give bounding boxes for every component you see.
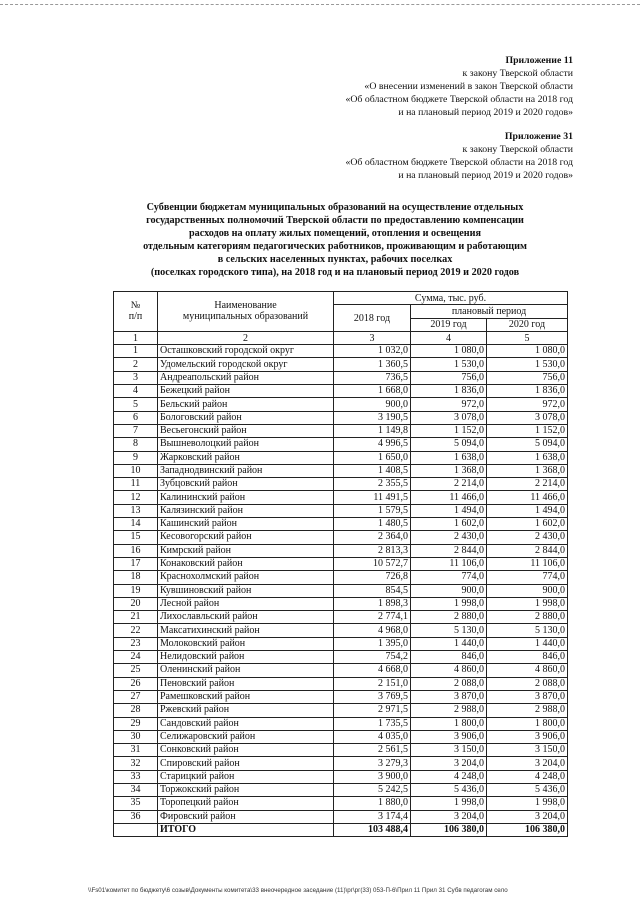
- value-2020-cell: 1 638,0: [487, 451, 568, 464]
- value-2019-cell: 972,0: [411, 398, 487, 411]
- row-number-cell: 3: [114, 371, 158, 384]
- row-number-cell: 11: [114, 478, 158, 491]
- table-body: [114, 345, 568, 824]
- value-2020-cell: 3 204,0: [487, 757, 568, 770]
- row-number-cell: 12: [114, 491, 158, 504]
- municipality-name-cell: Селижаровский район: [158, 730, 334, 743]
- column-header-sum: Сумма, тыс. руб.: [334, 292, 568, 305]
- value-2020-cell: 1 530,0: [487, 358, 568, 371]
- value-2018-cell: 3 190,5: [334, 411, 411, 424]
- value-2019-cell: 1 494,0: [411, 504, 487, 517]
- value-2019-cell: 4 860,0: [411, 664, 487, 677]
- total-2019: 106 380,0: [411, 823, 487, 836]
- value-2018-cell: 1 735,5: [334, 717, 411, 730]
- value-2020-cell: 2 088,0: [487, 677, 568, 690]
- row-number-cell: 8: [114, 438, 158, 451]
- value-2019-cell: 1 368,0: [411, 464, 487, 477]
- row-number-cell: 27: [114, 690, 158, 703]
- value-2020-cell: 11 106,0: [487, 557, 568, 570]
- value-2020-cell: 1 602,0: [487, 518, 568, 531]
- row-number-cell: 34: [114, 783, 158, 796]
- value-2018-cell: 1 668,0: [334, 385, 411, 398]
- value-2020-cell: 4 860,0: [487, 664, 568, 677]
- value-2018-cell: 5 242,5: [334, 783, 411, 796]
- value-2020-cell: 5 436,0: [487, 783, 568, 796]
- total-label: ИТОГО: [158, 823, 334, 836]
- value-2019-cell: 3 906,0: [411, 730, 487, 743]
- value-2018-cell: 2 813,3: [334, 544, 411, 557]
- value-2019-cell: 4 248,0: [411, 770, 487, 783]
- appendix-line: и на плановый период 2019 и 2020 годов»: [398, 170, 573, 181]
- value-2019-cell: 3 150,0: [411, 744, 487, 757]
- value-2019-cell: 5 130,0: [411, 624, 487, 637]
- value-2018-cell: 1 480,5: [334, 518, 411, 531]
- table-row: [114, 531, 568, 544]
- table-row: [114, 770, 568, 783]
- table-row: [114, 478, 568, 491]
- table-row: [114, 464, 568, 477]
- title-line: Субвенции бюджетам муниципальных образований на осуществление отдельных: [146, 202, 524, 213]
- appendix-line: «Об областном бюджете Тверской области на 2018 год: [345, 157, 573, 168]
- value-2020-cell: 1 998,0: [487, 597, 568, 610]
- total-2018: 103 488,4: [334, 823, 411, 836]
- table-row: [114, 651, 568, 664]
- row-number-cell: 19: [114, 584, 158, 597]
- title-line: государственных полномочий Тверской области по предоставлению компенсации: [146, 215, 524, 227]
- value-2020-cell: 3 204,0: [487, 810, 568, 823]
- value-2020-cell: 1 440,0: [487, 637, 568, 650]
- value-2018-cell: 4 668,0: [334, 664, 411, 677]
- municipality-name-cell: Оленинский район: [158, 664, 334, 677]
- municipality-name-cell: Бельский район: [158, 398, 334, 411]
- value-2019-cell: 1 998,0: [411, 797, 487, 810]
- value-2019-cell: 900,0: [411, 584, 487, 597]
- value-2018-cell: 1 360,5: [334, 358, 411, 371]
- value-2018-cell: 2 774,1: [334, 611, 411, 624]
- table-row: [114, 491, 568, 504]
- table-row: [114, 398, 568, 411]
- column-number-label: 5: [487, 331, 568, 344]
- municipality-name-cell: Спировский район: [158, 757, 334, 770]
- row-number-cell: 35: [114, 797, 158, 810]
- value-2019-cell: 1 836,0: [411, 385, 487, 398]
- value-2018-cell: 1 408,5: [334, 464, 411, 477]
- municipality-name-cell: Бежецкий район: [158, 385, 334, 398]
- value-2020-cell: 2 880,0: [487, 611, 568, 624]
- value-2020-cell: 2 988,0: [487, 704, 568, 717]
- table-row: [114, 797, 568, 810]
- table-row: [114, 584, 568, 597]
- value-2018-cell: 2 561,5: [334, 744, 411, 757]
- municipality-name-cell: Калининский район: [158, 491, 334, 504]
- row-number-cell: 24: [114, 651, 158, 664]
- table-row: [114, 371, 568, 384]
- table-row: [114, 385, 568, 398]
- row-number-cell: 6: [114, 411, 158, 424]
- value-2020-cell: 1 152,0: [487, 424, 568, 437]
- row-number-cell: 22: [114, 624, 158, 637]
- row-number-cell: 15: [114, 531, 158, 544]
- value-2018-cell: 4 035,0: [334, 730, 411, 743]
- value-2018-cell: 4 968,0: [334, 624, 411, 637]
- municipality-name-cell: Краснохолмский район: [158, 571, 334, 584]
- table-row: [114, 451, 568, 464]
- value-2019-cell: 1 530,0: [411, 358, 487, 371]
- table-row: [114, 358, 568, 371]
- value-2019-cell: 1 602,0: [411, 518, 487, 531]
- value-2020-cell: 1 836,0: [487, 385, 568, 398]
- value-2018-cell: 726,8: [334, 571, 411, 584]
- value-2018-cell: 2 364,0: [334, 531, 411, 544]
- value-2018-cell: 1 898,3: [334, 597, 411, 610]
- value-2020-cell: 2 214,0: [487, 478, 568, 491]
- value-2020-cell: 3 870,0: [487, 690, 568, 703]
- value-2020-cell: 1 080,0: [487, 345, 568, 358]
- value-2020-cell: 900,0: [487, 584, 568, 597]
- value-2019-cell: 3 204,0: [411, 757, 487, 770]
- municipality-name-cell: Конаковский район: [158, 557, 334, 570]
- row-number-cell: 10: [114, 464, 158, 477]
- table-row: [114, 504, 568, 517]
- row-number-cell: 30: [114, 730, 158, 743]
- row-number-cell: 20: [114, 597, 158, 610]
- row-number-cell: 25: [114, 664, 158, 677]
- table-row: [114, 424, 568, 437]
- row-number-cell: 26: [114, 677, 158, 690]
- row-number-cell: 18: [114, 571, 158, 584]
- value-2018-cell: 3 900,0: [334, 770, 411, 783]
- value-2018-cell: 3 769,5: [334, 690, 411, 703]
- document-title: [120, 201, 550, 280]
- row-number-cell: 21: [114, 611, 158, 624]
- row-number-cell: 31: [114, 744, 158, 757]
- municipality-name-cell: Весьегонский район: [158, 424, 334, 437]
- value-2020-cell: 1 494,0: [487, 504, 568, 517]
- municipality-name-cell: Осташковский городской округ: [158, 345, 334, 358]
- value-2018-cell: 3 279,3: [334, 757, 411, 770]
- value-2019-cell: 2 988,0: [411, 704, 487, 717]
- appendix-11-header: [345, 54, 573, 119]
- value-2018-cell: 1 032,0: [334, 345, 411, 358]
- row-number-cell: 17: [114, 557, 158, 570]
- column-header-2018: 2018 год: [334, 305, 411, 332]
- row-number-cell: 23: [114, 637, 158, 650]
- value-2018-cell: 900,0: [334, 398, 411, 411]
- value-2019-cell: 5 436,0: [411, 783, 487, 796]
- value-2019-cell: 1 998,0: [411, 597, 487, 610]
- footer-file-path: \\Fs01\комитет по бюджету\6 созыв\Документы комитета\33 внеочередное заседание (11)\рг\рг(33) 053-П-6\Прил 11 Прил 31 Субв педагогам село: [88, 887, 508, 894]
- value-2018-cell: 1 880,0: [334, 797, 411, 810]
- municipality-name-cell: Кувшиновский район: [158, 584, 334, 597]
- municipality-name-cell: Бологовский район: [158, 411, 334, 424]
- total-number-cell: [114, 823, 158, 836]
- municipality-name-cell: Сандовский район: [158, 717, 334, 730]
- appendix-line: к закону Тверской области: [462, 68, 573, 79]
- municipality-name-cell: Кашинский район: [158, 518, 334, 531]
- value-2018-cell: 736,5: [334, 371, 411, 384]
- municipality-name-cell: Кимрский район: [158, 544, 334, 557]
- row-number-cell: 32: [114, 757, 158, 770]
- value-2019-cell: 3 204,0: [411, 810, 487, 823]
- value-2020-cell: 3 078,0: [487, 411, 568, 424]
- table-row: [114, 438, 568, 451]
- value-2020-cell: 846,0: [487, 651, 568, 664]
- table-row: [114, 411, 568, 424]
- municipality-name-cell: Лихославльский район: [158, 611, 334, 624]
- row-number-cell: 2: [114, 358, 158, 371]
- value-2020-cell: 972,0: [487, 398, 568, 411]
- table-row: [114, 518, 568, 531]
- value-2019-cell: 2 880,0: [411, 611, 487, 624]
- column-header-2020: 2020 год: [487, 318, 568, 331]
- value-2018-cell: 4 996,5: [334, 438, 411, 451]
- total-2020: 106 380,0: [487, 823, 568, 836]
- value-2020-cell: 5 094,0: [487, 438, 568, 451]
- value-2019-cell: 774,0: [411, 571, 487, 584]
- table-row: [114, 544, 568, 557]
- column-header-plan-period: плановый период: [411, 305, 568, 318]
- row-number-cell: 7: [114, 424, 158, 437]
- row-number-cell: 36: [114, 810, 158, 823]
- value-2020-cell: 756,0: [487, 371, 568, 384]
- municipality-name-cell: Торопецкий район: [158, 797, 334, 810]
- municipality-name-cell: Лесной район: [158, 597, 334, 610]
- value-2019-cell: 11 106,0: [411, 557, 487, 570]
- value-2019-cell: 1 440,0: [411, 637, 487, 650]
- title-line: расходов на оплату жилых помещений, отопления и освещения: [188, 228, 482, 240]
- value-2019-cell: 756,0: [411, 371, 487, 384]
- row-number-cell: 1: [114, 345, 158, 358]
- value-2020-cell: 1 368,0: [487, 464, 568, 477]
- table-row: [114, 624, 568, 637]
- value-2019-cell: 1 152,0: [411, 424, 487, 437]
- value-2019-cell: 11 466,0: [411, 491, 487, 504]
- column-header-2019: 2019 год: [411, 318, 487, 331]
- value-2018-cell: 1 579,5: [334, 504, 411, 517]
- row-number-cell: 5: [114, 398, 158, 411]
- table-row: [114, 597, 568, 610]
- value-2020-cell: 5 130,0: [487, 624, 568, 637]
- page-top-edge: [0, 4, 640, 5]
- title-line: отдельным категориям педагогических работников, проживающим и работающим: [143, 241, 527, 253]
- municipality-name-cell: Торжокский район: [158, 783, 334, 796]
- row-number-cell: 9: [114, 451, 158, 464]
- municipality-name-cell: Молоковский район: [158, 637, 334, 650]
- value-2020-cell: 1 998,0: [487, 797, 568, 810]
- value-2020-cell: 3 150,0: [487, 744, 568, 757]
- municipality-name-cell: Калязинский район: [158, 504, 334, 517]
- value-2018-cell: 1 149,8: [334, 424, 411, 437]
- appendix-line: и на плановый период 2019 и 2020 годов»: [398, 107, 573, 118]
- row-number-cell: 14: [114, 518, 158, 531]
- value-2018-cell: 754,2: [334, 651, 411, 664]
- value-2020-cell: 3 906,0: [487, 730, 568, 743]
- appendix-31-header: [345, 130, 573, 182]
- value-2019-cell: 3 078,0: [411, 411, 487, 424]
- municipality-name-cell: Нелидовский район: [158, 651, 334, 664]
- table-row: [114, 783, 568, 796]
- value-2018-cell: 2 355,5: [334, 478, 411, 491]
- table-row: [114, 664, 568, 677]
- row-number-cell: 16: [114, 544, 158, 557]
- value-2019-cell: 1 638,0: [411, 451, 487, 464]
- table-row: [114, 744, 568, 757]
- row-number-cell: 29: [114, 717, 158, 730]
- value-2019-cell: 2 214,0: [411, 478, 487, 491]
- municipality-name-cell: Западнодвинский район: [158, 464, 334, 477]
- table-row: [114, 571, 568, 584]
- column-header-number: № п/п: [114, 292, 158, 332]
- value-2018-cell: 10 572,7: [334, 557, 411, 570]
- value-2020-cell: 4 248,0: [487, 770, 568, 783]
- value-2019-cell: 2 088,0: [411, 677, 487, 690]
- value-2019-cell: 5 094,0: [411, 438, 487, 451]
- value-2020-cell: 2 844,0: [487, 544, 568, 557]
- table-row: [114, 557, 568, 570]
- title-line: (поселках городского типа), на 2018 год и на плановый период 2019 и 2020 годов: [150, 267, 520, 279]
- municipality-name-cell: Вышневолоцкий район: [158, 438, 334, 451]
- municipality-name-cell: Сонковский район: [158, 744, 334, 757]
- appendix-line: к закону Тверской области: [462, 144, 573, 155]
- column-number-label: 1: [114, 331, 158, 344]
- value-2019-cell: 1 800,0: [411, 717, 487, 730]
- value-2020-cell: 1 800,0: [487, 717, 568, 730]
- value-2020-cell: 774,0: [487, 571, 568, 584]
- table-row: [114, 690, 568, 703]
- table-row: [114, 810, 568, 823]
- table-row: [114, 730, 568, 743]
- column-header-name: Наименование муниципальных образований: [158, 292, 334, 332]
- value-2018-cell: 1 650,0: [334, 451, 411, 464]
- municipality-name-cell: Жарковский район: [158, 451, 334, 464]
- municipality-name-cell: Зубцовский район: [158, 478, 334, 491]
- value-2018-cell: 854,5: [334, 584, 411, 597]
- value-2018-cell: 1 395,0: [334, 637, 411, 650]
- title-line: в сельских населенных пунктах, рабочих поселках: [217, 254, 453, 266]
- value-2020-cell: 11 466,0: [487, 491, 568, 504]
- table-row: [114, 757, 568, 770]
- row-number-cell: 33: [114, 770, 158, 783]
- municipality-name-cell: Максатихинский район: [158, 624, 334, 637]
- appendix-line: «Об областном бюджете Тверской области на 2018 год: [345, 94, 573, 105]
- municipality-name-cell: Старицкий район: [158, 770, 334, 783]
- table-row: [114, 637, 568, 650]
- appendix-11-heading: Приложение 11: [505, 55, 573, 66]
- municipality-name-cell: Рамешковский район: [158, 690, 334, 703]
- value-2018-cell: 2 971,5: [334, 704, 411, 717]
- municipality-name-cell: Андреапольский район: [158, 371, 334, 384]
- municipality-name-cell: Ржевский район: [158, 704, 334, 717]
- row-number-cell: 13: [114, 504, 158, 517]
- table-row: [114, 717, 568, 730]
- value-2018-cell: 11 491,5: [334, 491, 411, 504]
- appendix-31-heading: Приложение 31: [504, 131, 573, 142]
- table-row: [114, 677, 568, 690]
- value-2019-cell: 1 080,0: [411, 345, 487, 358]
- table-row: [114, 704, 568, 717]
- municipality-name-cell: Пеновский район: [158, 677, 334, 690]
- table-row: [114, 611, 568, 624]
- value-2018-cell: 3 174,4: [334, 810, 411, 823]
- total-row: [114, 823, 568, 836]
- value-2019-cell: 2 430,0: [411, 531, 487, 544]
- column-number-label: 2: [158, 331, 334, 344]
- municipality-name-cell: Кесовогорский район: [158, 531, 334, 544]
- value-2018-cell: 2 151,0: [334, 677, 411, 690]
- appendix-line: «О внесении изменений в закон Тверской области: [364, 81, 573, 92]
- value-2019-cell: 3 870,0: [411, 690, 487, 703]
- municipality-name-cell: Удомельский городской округ: [158, 358, 334, 371]
- value-2019-cell: 2 844,0: [411, 544, 487, 557]
- value-2019-cell: 846,0: [411, 651, 487, 664]
- municipality-name-cell: Фировский район: [158, 810, 334, 823]
- row-number-cell: 28: [114, 704, 158, 717]
- column-number-label: 4: [411, 331, 487, 344]
- table-row: [114, 345, 568, 358]
- value-2020-cell: 2 430,0: [487, 531, 568, 544]
- row-number-cell: 4: [114, 385, 158, 398]
- column-number-label: 3: [334, 331, 411, 344]
- subsidy-table: [113, 291, 568, 837]
